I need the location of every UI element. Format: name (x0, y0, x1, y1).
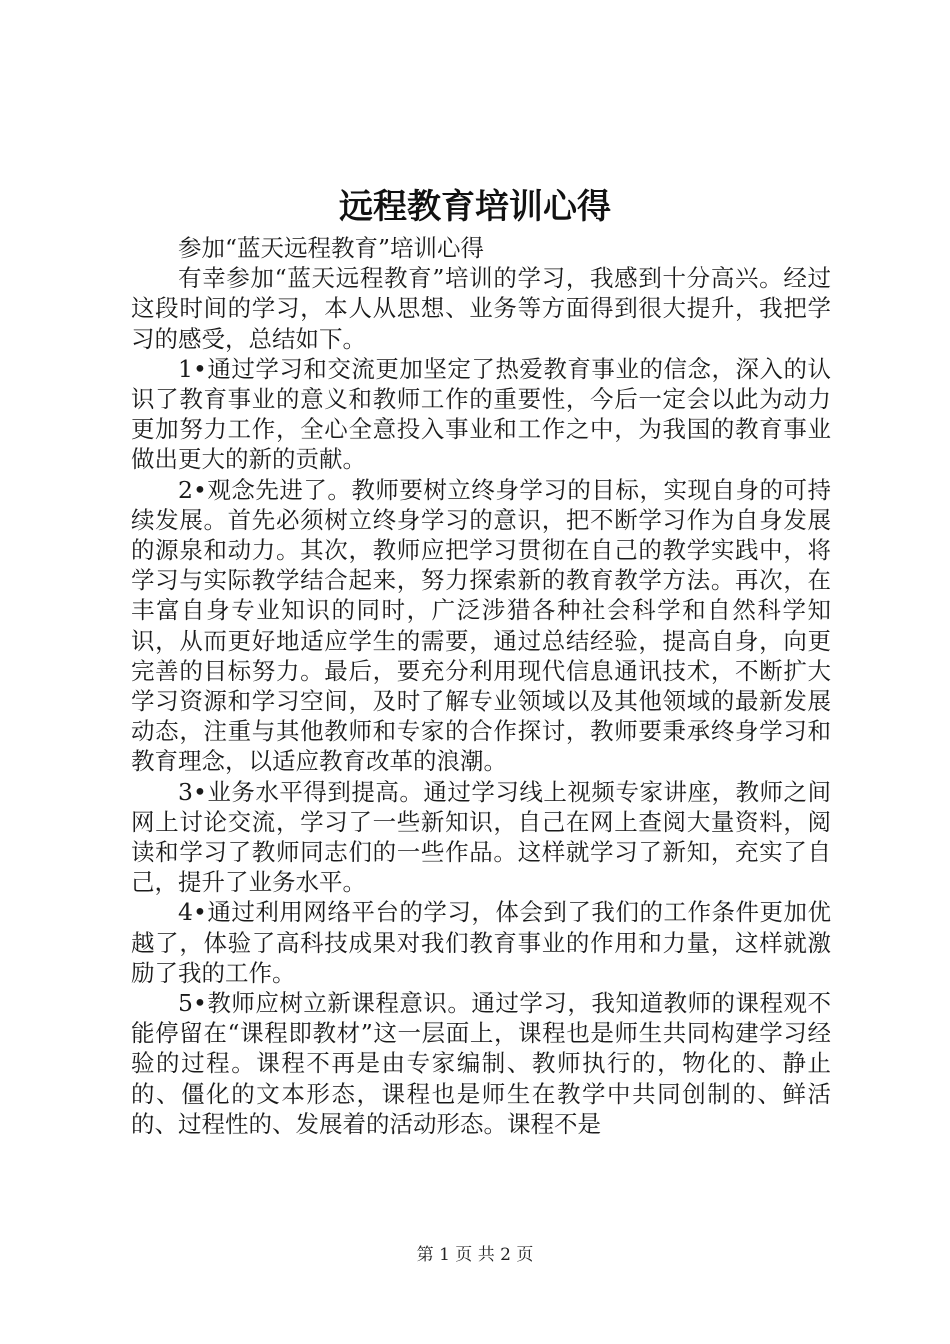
paragraph-point-2: 2•观念先进了。教师要树立终身学习的目标，实现自身的可持续发展。首先必须树立终身学习的意识，把不断学习作为自身发展的源泉和动力。其次，教师应把学习贯彻在自己的教学实践中，将学习与实际教学结合起来，努力探索新的教育教学方法。再次，在丰富自身专业知识的同时，广泛涉猎各种社会科学和自然科学知识，从而更好地适应学生的需要，通过总结经验，提高自身，向更完善的目标努力。最后，要充分利用现代信息通讯技术，不断扩大学习资源和学习空间，及时了解专业领域以及其他领域的最新发展动态，注重与其他教师和专家的合作探讨，教师要秉承终身学习和教育理念，以适应教育改革的浪潮。 (131, 475, 831, 776)
paragraph-point-5: 5•教师应树立新课程意识。通过学习，我知道教师的课程观不能停留在“课程即教材”这一层面上，课程也是师生共同构建学习经验的过程。课程不再是由专家编制、教师执行的，物化的、静止的、僵化的文本形态，课程也是师生在教学中共同创制的、鲜活的、过程性的、发展着的活动形态。课程不是 (131, 989, 831, 1138)
paragraph-subtitle: 参加“蓝天远程教育”培训心得 (178, 234, 485, 262)
page-number-footer: 第 1 页 共 2 页 (416, 1245, 534, 1265)
document-title: 远程教育培训心得 (339, 187, 611, 227)
paragraph-point-4: 4•通过利用网络平台的学习，体会到了我们的工作条件更加优越了，体验了高科技成果对我们教育事业的作用和力量，这样就激励了我的工作。 (131, 898, 831, 987)
paragraph-point-1: 1•通过学习和交流更加坚定了热爱教育事业的信念，深入的认识了教育事业的意义和教师工作的重要性，今后一定会以此为动力更加努力工作，全心全意投入事业和工作之中，为我国的教育事业做出更大的新的贡献。 (131, 354, 831, 474)
paragraph-intro: 有幸参加“蓝天远程教育”培训的学习，我感到十分高兴。经过这段时间的学习，本人从思想、业务等方面得到很大提升，我把学习的感受，总结如下。 (131, 264, 831, 353)
document-body (131, 233, 831, 1139)
paragraph-point-3: 3•业务水平得到提高。通过学习线上视频专家讲座，教师之间网上讨论交流，学习了一些新知识，自己在网上查阅大量资料，阅读和学习了教师同志们的一些作品。这样就学习了新知，充实了自己，提升了业务水平。 (131, 777, 831, 897)
